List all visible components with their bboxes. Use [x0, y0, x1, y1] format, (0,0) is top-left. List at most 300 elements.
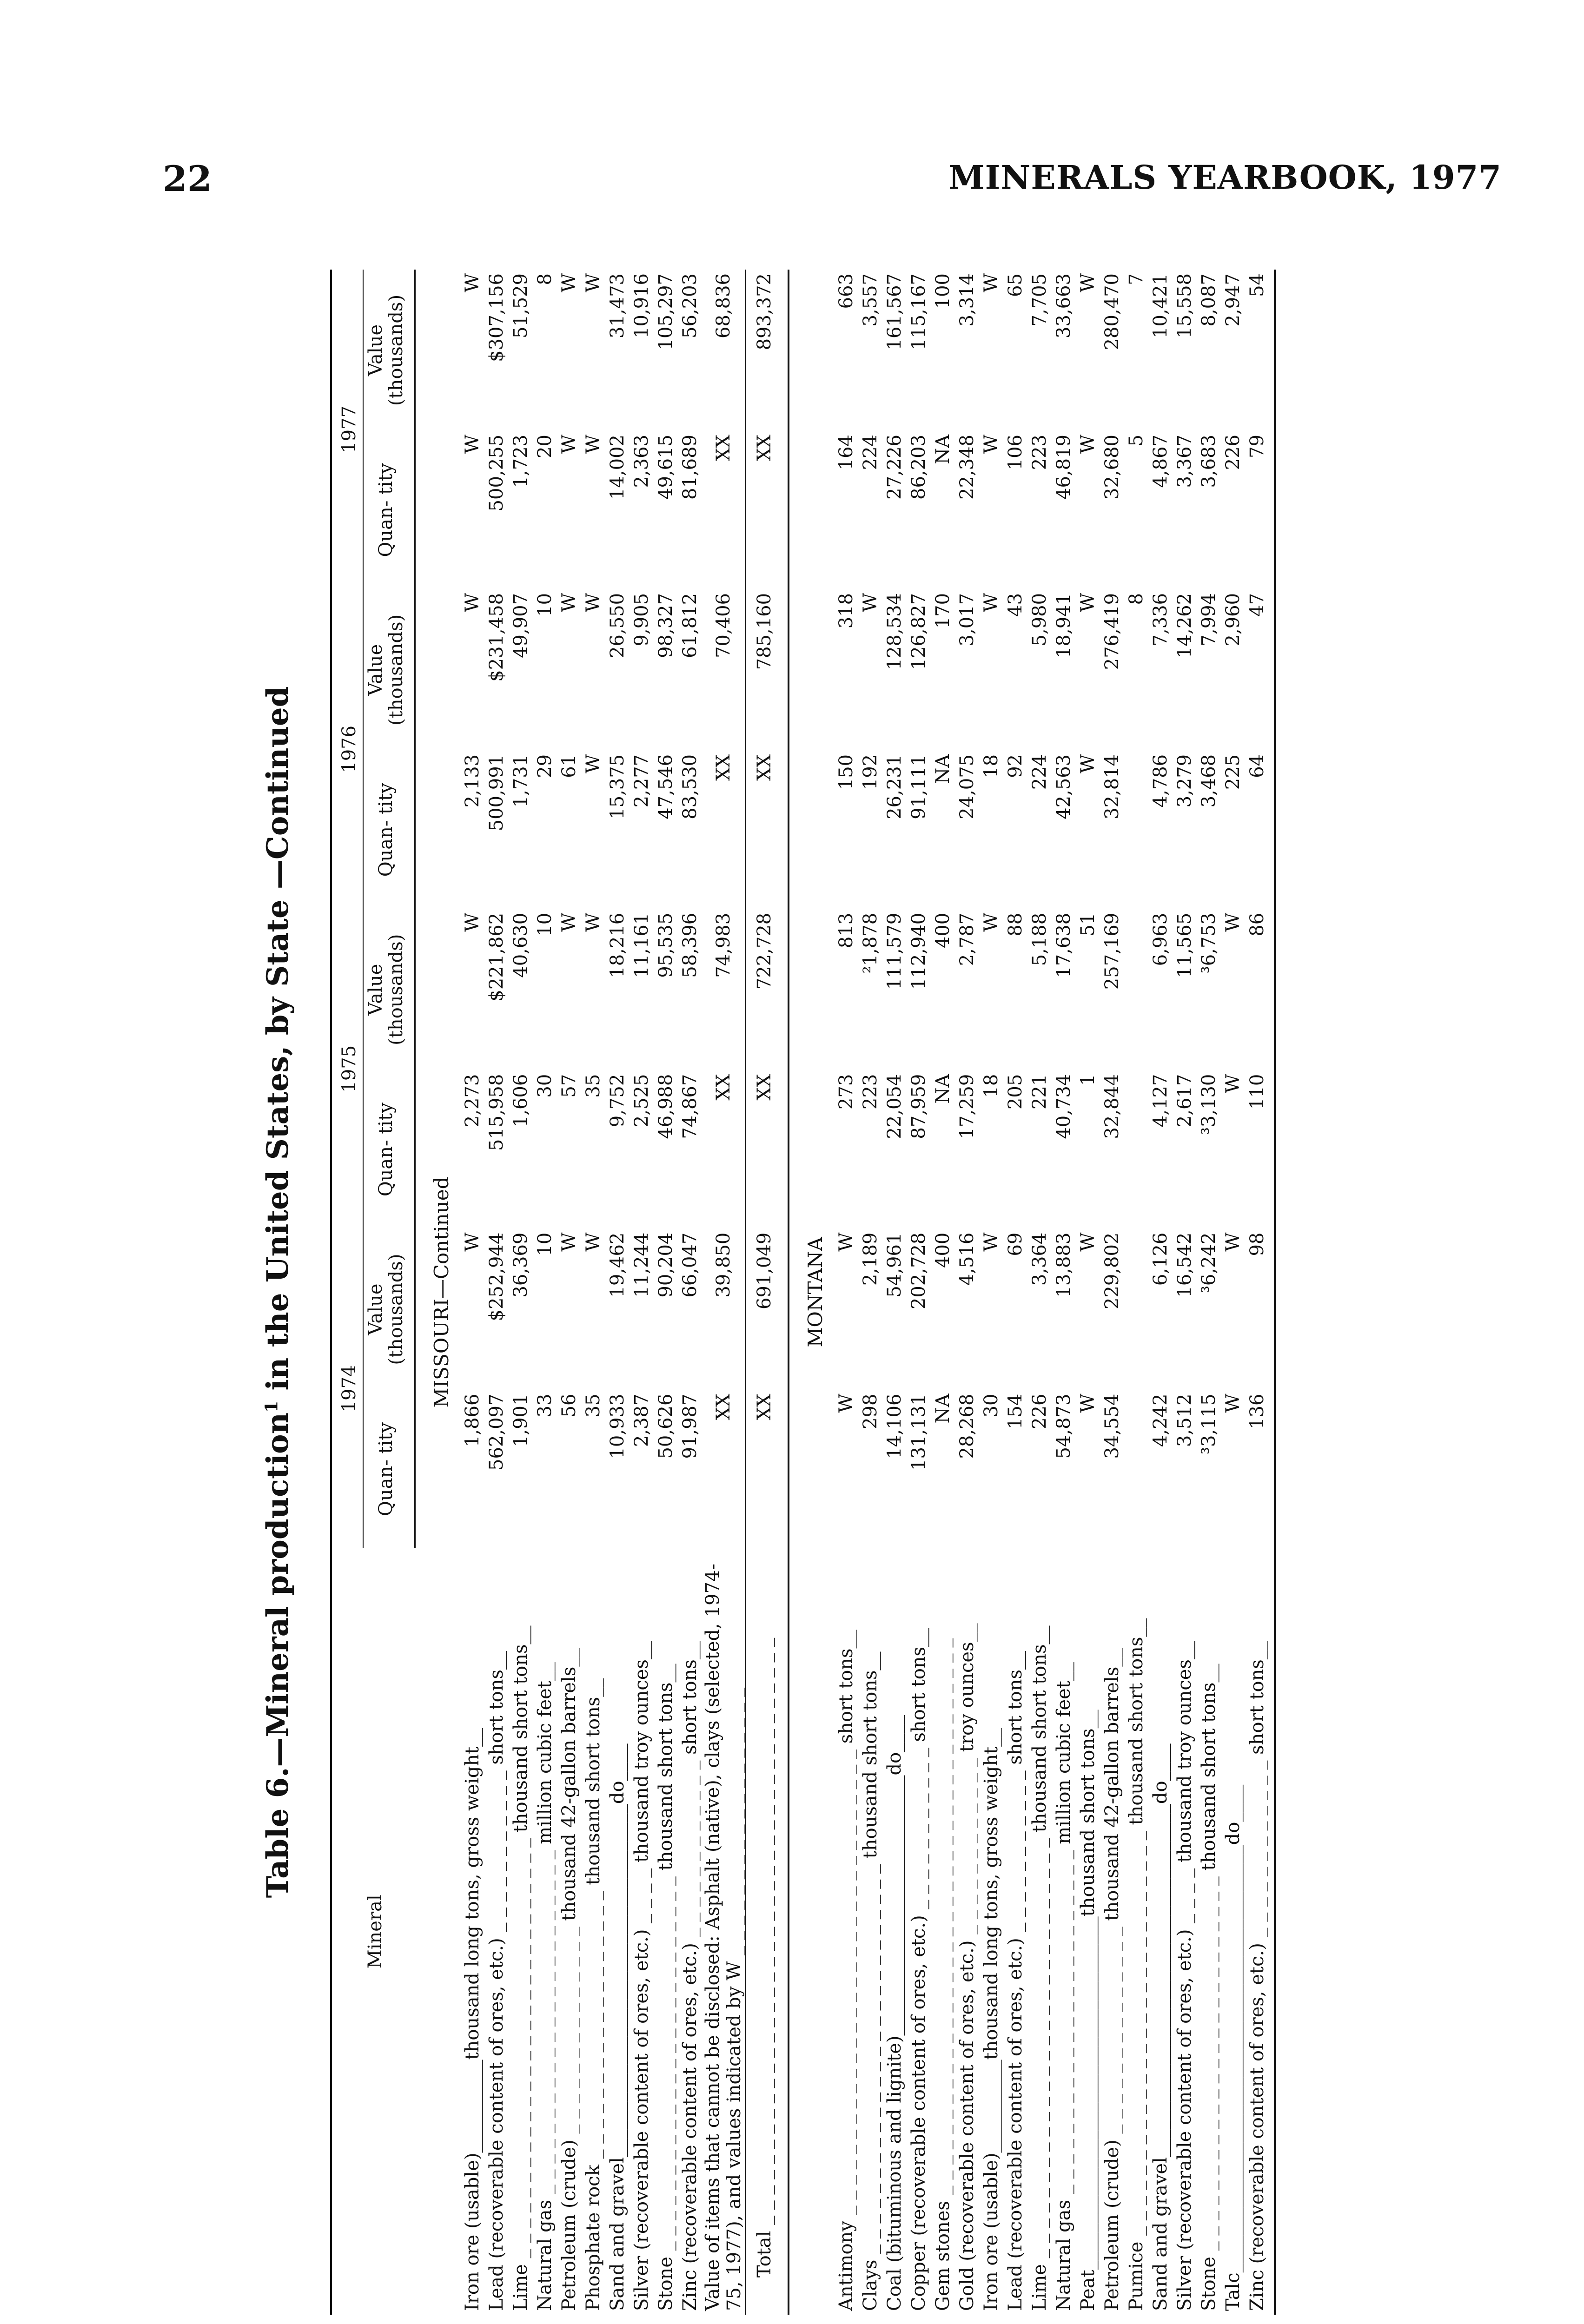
table-row — [581, 270, 605, 2315]
quantity-cell: NA — [932, 435, 954, 464]
mineral-name: Lime _ _ _ _ _ _ _ _ _ _ _ _ _ _ _ _ _ _ _ _ _ _ _ _ _ _ _ _ thousand short tons__ — [1029, 1625, 1050, 2311]
value-cell: 3,364 — [1029, 1232, 1050, 1286]
mineral-name: Lime _ _ _ _ _ _ _ _ _ _ _ _ _ _ _ _ _ _ _ _ _ _ _ _ _ _ _ _ thousand short tons__ — [510, 1625, 531, 2311]
quantity-cell: 15,375 — [607, 754, 628, 819]
value-cell: W — [558, 273, 580, 293]
quantity-cell: 22,054 — [884, 1074, 905, 1139]
table-row — [557, 270, 581, 2315]
value-cell: 10 — [534, 1232, 556, 1256]
quantity-cell: 224 — [860, 435, 881, 470]
value-cell: 105,297 — [655, 273, 676, 350]
mineral-name: Coal (bituminous and lignite)____________________________do____ — [884, 1715, 905, 2311]
value-cell: W — [860, 593, 881, 613]
value-cell: 54 — [1246, 273, 1268, 297]
mineral-name: Iron ore (usable)__________thousand long tons, gross weight__ — [981, 1728, 1002, 2311]
quantity-cell: 81,689 — [679, 435, 701, 500]
table-row — [702, 270, 745, 2315]
quantity-cell: 4,867 — [1150, 435, 1171, 488]
quantity-cell: 2,387 — [631, 1393, 652, 1447]
column-header-quantity: Quan- tity — [363, 751, 415, 909]
column-header-value: Value (thousands) — [363, 1229, 415, 1390]
total-quantity-cell: XX — [745, 1390, 783, 1549]
value-cell: W — [558, 912, 580, 932]
quantity-cell: 154 — [1005, 1393, 1026, 1429]
quantity-cell: 1,723 — [510, 435, 531, 488]
section-heading: MISSOURI—Continued — [430, 1176, 453, 1408]
value-cell: 16,542 — [1174, 1232, 1195, 1298]
column-header-quantity: Quan- tity — [363, 1390, 415, 1549]
table-row — [955, 270, 979, 2315]
mineral-name: Natural gas _ _ _ _ _ _ _ _ _ _ _ _ _ _ _ _ _ _ _ _ _ _ _ million cubic feet__ — [1053, 1662, 1074, 2311]
value-cell: $231,458 — [486, 593, 507, 682]
value-cell: 95,535 — [655, 912, 676, 978]
value-cell: 100 — [932, 273, 954, 309]
value-cell: W — [1077, 273, 1099, 293]
mineral-name: Silver (recoverable content of ores, etc.) _ _ _ _ thousand troy ounces__ — [1174, 1641, 1195, 2311]
quantity-cell: 24,075 — [956, 754, 978, 819]
quantity-cell: 500,991 — [486, 754, 507, 832]
value-cell: 170 — [932, 593, 954, 629]
value-cell: 6,963 — [1150, 912, 1171, 966]
value-cell: W — [1077, 1232, 1099, 1252]
quantity-cell: 34,554 — [1101, 1393, 1123, 1459]
quantity-cell: W — [462, 435, 483, 454]
mineral-name: Antimony _ _ _ _ _ _ _ _ _ _ _ _ _ _ _ _ _ _ _ _ _ _ _ _ _ _ _ _ _ _ _ short tons__ — [835, 1630, 857, 2311]
year-header: 1975 — [331, 909, 363, 1229]
value-cell: $221,862 — [486, 912, 507, 1002]
year-header: 1977 — [331, 270, 363, 589]
running-head: MINERALS YEARBOOK, 1977 — [948, 158, 1502, 197]
quantity-cell: 35 — [583, 1393, 604, 1418]
quantity-cell: 91,111 — [908, 754, 929, 819]
quantity-cell: 28,268 — [956, 1393, 978, 1459]
value-cell: ³6,242 — [1198, 1232, 1219, 1294]
value-cell: 5,188 — [1029, 912, 1050, 966]
quantity-cell: 42,563 — [1053, 754, 1074, 819]
quantity-cell: 79 — [1246, 435, 1268, 458]
mineral-name: Zinc (recoverable content of ores, etc.) _ _ _ _ _ _ _ _ _ _ _ _ short tons__ — [1246, 1641, 1268, 2311]
value-cell: W — [1077, 593, 1099, 613]
quantity-cell: 30 — [981, 1393, 1002, 1418]
quantity-cell: 26,231 — [884, 754, 905, 819]
value-cell: 6,126 — [1150, 1232, 1171, 1286]
quantity-cell: 32,844 — [1101, 1074, 1123, 1139]
quantity-cell: 9,752 — [607, 1074, 628, 1128]
quantity-cell: 40,734 — [1053, 1074, 1074, 1139]
quantity-cell: 49,615 — [655, 435, 676, 500]
value-cell: 39,850 — [713, 1232, 734, 1298]
quantity-cell: NA — [932, 1074, 954, 1104]
value-cell: W — [1222, 912, 1244, 932]
mineral-name: Phosphate rock _ _ _ _ _ _ _ _ _ _ _ _ _ _ _ _ _ _ thousand short tons__ — [583, 1678, 604, 2311]
quantity-cell: 14,106 — [884, 1393, 905, 1459]
value-cell: 318 — [835, 593, 857, 629]
table-row — [533, 270, 557, 2315]
quantity-cell: 192 — [860, 754, 881, 790]
value-cell: 257,169 — [1101, 912, 1123, 990]
value-cell: 56,203 — [679, 273, 701, 338]
value-cell: $252,944 — [486, 1232, 507, 1321]
quantity-cell: 2,525 — [631, 1074, 652, 1128]
value-cell: 813 — [835, 912, 857, 949]
value-cell: 7 — [1126, 273, 1147, 285]
column-header-value: Value (thousands) — [363, 589, 415, 751]
quantity-cell: 50,626 — [655, 1393, 676, 1459]
table-row — [1173, 270, 1197, 2315]
value-cell: W — [981, 593, 1002, 613]
mineral-name: Silver (recoverable content of ores, etc.) _ _ _ _ thousand troy ounces__ — [631, 1641, 652, 2311]
quantity-cell: 30 — [534, 1074, 556, 1098]
table-row — [1076, 270, 1100, 2315]
total-quantity-cell: XX — [745, 1070, 783, 1229]
value-cell: W — [558, 1232, 580, 1252]
value-cell: 229,802 — [1101, 1232, 1123, 1310]
value-cell: 115,167 — [908, 273, 929, 350]
value-cell: 276,419 — [1101, 593, 1123, 670]
quantity-cell: 5 — [1126, 435, 1147, 447]
quantity-cell: 32,680 — [1101, 435, 1123, 500]
quantity-cell: W — [835, 1393, 857, 1413]
value-cell: 74,983 — [713, 912, 734, 978]
quantity-cell: ³3,115 — [1198, 1393, 1219, 1455]
quantity-cell: W — [1077, 754, 1099, 773]
mineral-name: Gem stones _ _ _ _ _ _ _ _ _ _ _ _ _ _ _ _ _ _ _ _ _ _ _ _ _ _ _ _ _ _ _ _ _ _ _ _ _ — [932, 1638, 954, 2311]
value-cell: 17,638 — [1053, 912, 1074, 978]
total-label: Total _ _ _ _ _ _ _ _ _ _ _ _ _ _ _ _ _ _ _ _ _ _ _ _ _ _ _ _ _ _ _ _ _ _ _ _ _ _ _ — [745, 1548, 783, 2315]
value-cell: 4,516 — [956, 1232, 978, 1286]
quantity-cell: 57 — [558, 1074, 580, 1098]
table-row — [834, 270, 858, 2315]
quantity-cell: 110 — [1246, 1074, 1268, 1110]
quantity-cell — [1124, 1070, 1148, 1229]
mineral-name: Iron ore (usable)__________thousand long tons, gross weight__ — [462, 1728, 483, 2311]
value-cell: 10 — [534, 912, 556, 937]
quantity-cell: 74,867 — [679, 1074, 701, 1139]
value-cell: 66,047 — [679, 1232, 701, 1298]
value-cell: 2,189 — [860, 1232, 881, 1286]
quantity-cell: 33 — [534, 1393, 556, 1418]
quantity-cell: 3,367 — [1174, 435, 1195, 488]
mineral-name: Talc______________________________________________do____ — [1222, 1784, 1244, 2311]
quantity-cell: 223 — [1029, 435, 1050, 470]
value-cell: 11,161 — [631, 912, 652, 978]
value-cell: 128,534 — [884, 593, 905, 670]
value-cell: 112,940 — [908, 912, 929, 990]
quantity-cell: NA — [932, 754, 954, 784]
section-row — [415, 270, 460, 2315]
mineral-name: Pumice _ _ _ _ _ _ _ _ _ _ _ _ _ _ _ _ _ _ _ _ _ _ _ _ _ _ _ thousand short tons__ — [1126, 1618, 1147, 2311]
value-cell: 8,087 — [1198, 273, 1219, 327]
quantity-cell: 10,933 — [607, 1393, 628, 1459]
quantity-cell: 17,259 — [956, 1074, 978, 1139]
value-cell: W — [835, 1232, 857, 1252]
quantity-cell: 226 — [1029, 1393, 1050, 1429]
quantity-cell: 91,987 — [679, 1393, 701, 1459]
value-cell: ²1,878 — [860, 912, 881, 974]
quantity-cell: 224 — [1029, 754, 1050, 790]
quantity-cell: W — [1077, 1393, 1099, 1413]
quantity-cell: 2,617 — [1174, 1074, 1195, 1128]
value-cell: 9,905 — [631, 593, 652, 647]
value-cell: 8 — [534, 273, 556, 285]
quantity-cell: 273 — [835, 1074, 857, 1110]
quantity-cell: 1 — [1077, 1074, 1099, 1086]
column-header-value: Value (thousands) — [363, 909, 415, 1070]
quantity-cell: XX — [713, 1074, 734, 1101]
quantity-cell: XX — [713, 435, 734, 461]
value-cell: 7,336 — [1150, 593, 1171, 647]
value-cell: 10 — [534, 593, 556, 617]
page-header — [163, 158, 1502, 209]
table-row — [678, 270, 702, 2315]
value-cell: 8 — [1126, 593, 1147, 605]
mineral-name: Clays _ _ _ _ _ _ _ _ _ _ _ _ _ _ _ _ _ _ _ _ _ _ _ _ _ _ thousand short tons__ — [860, 1651, 881, 2311]
quantity-cell: 150 — [835, 754, 857, 790]
quantity-cell: 22,348 — [956, 435, 978, 500]
mineral-name: Lead (recoverable content of ores, etc.) _ _ _ _ _ _ _ _ _ _ _ short tons__ — [486, 1651, 507, 2311]
column-header-quantity: Quan- tity — [363, 1070, 415, 1229]
mineral-name: Sand and gravel______________________________________do____ — [1150, 1743, 1171, 2311]
quantity-cell: 223 — [860, 1074, 881, 1110]
value-cell: 98 — [1246, 1232, 1268, 1256]
mineral-name: Petroleum (crude) _ _ _ _ _ _ _ _ _ _ _ _ _ _ thousand 42-gallon barrels__ — [1101, 1648, 1123, 2311]
mineral-name: Peat______________________________________thousand short tons__ — [1077, 1710, 1099, 2311]
section-row — [789, 270, 834, 2315]
value-cell: 400 — [932, 1232, 954, 1268]
table-bottom-rule — [1269, 270, 1275, 2315]
value-cell: 3,314 — [956, 273, 978, 327]
value-cell: W — [981, 273, 1002, 293]
value-cell: W — [981, 1232, 1002, 1252]
quantity-cell: 32,814 — [1101, 754, 1123, 819]
mineral-name: Stone _ _ _ _ _ _ _ _ _ _ _ _ _ _ _ _ _ _ _ _ _ _ _ _ _ thousand short tons__ — [1198, 1664, 1219, 2311]
value-cell — [1124, 909, 1148, 1070]
quantity-cell: 86,203 — [908, 435, 929, 500]
value-cell: 49,907 — [510, 593, 531, 658]
quantity-cell: 27,226 — [884, 435, 905, 500]
quantity-cell: W — [1222, 1074, 1244, 1093]
value-cell: W — [583, 912, 604, 932]
value-cell: 69 — [1005, 1232, 1026, 1256]
quantity-cell: 3,683 — [1198, 435, 1219, 488]
value-cell: $307,156 — [486, 273, 507, 362]
quantity-cell: 2,277 — [631, 754, 652, 808]
value-cell: W — [558, 593, 580, 613]
value-cell: 3,557 — [860, 273, 881, 327]
value-cell: 280,470 — [1101, 273, 1123, 350]
mineral-name: Value of items that cannot be disclosed: Asphalt (native), clays (selected, 1974-75, 1977), and values indicated by W _ _ _ _ _ _ _ _ _ _ _ _ _ _ _ _ _ _ — [702, 1564, 745, 2311]
table-row — [460, 270, 484, 2315]
value-cell: 31,473 — [607, 273, 628, 338]
mineral-name: Natural gas _ _ _ _ _ _ _ _ _ _ _ _ _ _ _ _ _ _ _ _ _ _ _ million cubic feet__ — [534, 1662, 556, 2311]
value-cell: 98,327 — [655, 593, 676, 658]
quantity-cell: 56 — [558, 1393, 580, 1418]
total-value-cell: 785,160 — [745, 589, 783, 751]
mineral-name: Lead (recoverable content of ores, etc.) _ _ _ _ _ _ _ _ _ _ _ short tons__ — [1005, 1651, 1026, 2311]
quantity-cell: 1,731 — [510, 754, 531, 808]
column-header-mineral: Mineral — [331, 1548, 415, 2315]
value-cell — [1124, 1229, 1148, 1390]
value-cell: 18,216 — [607, 912, 628, 978]
production-table — [330, 270, 1276, 2315]
table-row — [1027, 270, 1052, 2315]
value-cell: W — [981, 912, 1002, 932]
value-cell: 51,529 — [510, 273, 531, 338]
quantity-cell: 29 — [534, 754, 556, 778]
value-cell: 7,705 — [1029, 273, 1050, 327]
value-cell: 58,396 — [679, 912, 701, 978]
value-cell: 68,836 — [713, 273, 734, 338]
page-number: 22 — [163, 158, 212, 199]
quantity-cell: W — [1077, 435, 1099, 454]
value-cell: 65 — [1005, 273, 1026, 297]
table-row — [858, 270, 882, 2315]
value-cell: W — [583, 273, 604, 293]
value-cell: 86 — [1246, 912, 1268, 937]
value-cell: 10,916 — [631, 273, 652, 338]
value-cell: 2,947 — [1222, 273, 1244, 327]
mineral-name: Copper (recoverable content of ores, etc.) _ _ _ _ _ _ _ _ _ _ _ short tons__ — [908, 1628, 929, 2311]
quantity-cell: 87,959 — [908, 1074, 929, 1139]
quantity-cell: W — [583, 754, 604, 773]
quantity-cell — [1124, 1390, 1148, 1549]
bottom-line — [1269, 270, 1275, 2315]
column-header-value: Value (thousands) — [363, 270, 415, 431]
value-cell: 400 — [932, 912, 954, 949]
quantity-cell: 92 — [1005, 754, 1026, 778]
table-row — [1148, 270, 1173, 2315]
value-cell: 2,787 — [956, 912, 978, 966]
value-cell: 47 — [1246, 593, 1268, 617]
value-cell: 126,827 — [908, 593, 929, 670]
value-cell: 11,244 — [631, 1232, 652, 1298]
quantity-cell: 2,273 — [462, 1074, 483, 1128]
quantity-cell: 1,866 — [462, 1393, 483, 1447]
quantity-cell: 14,002 — [607, 435, 628, 500]
quantity-cell: XX — [713, 1393, 734, 1420]
total-row — [745, 270, 783, 2315]
value-cell: 7,994 — [1198, 593, 1219, 647]
quantity-cell: 4,786 — [1150, 754, 1171, 808]
quantity-cell: 61 — [558, 754, 580, 778]
quantity-cell: 35 — [583, 1074, 604, 1098]
quantity-cell: 3,512 — [1174, 1393, 1195, 1447]
column-header-quantity: Quan- tity — [363, 431, 415, 589]
mineral-name: Petroleum (crude) _ _ _ _ _ _ _ _ _ _ _ _ _ _ thousand 42-gallon barrels__ — [558, 1648, 580, 2311]
value-cell: 18,941 — [1053, 593, 1074, 658]
quantity-cell: 3,279 — [1174, 754, 1195, 808]
value-cell: 61,812 — [679, 593, 701, 658]
value-cell: W — [1222, 1232, 1244, 1252]
table-row — [654, 270, 678, 2315]
year-header: 1974 — [331, 1229, 363, 1549]
value-cell: 51 — [1077, 912, 1099, 937]
quantity-cell: W — [981, 435, 1002, 454]
quantity-cell: NA — [932, 1393, 954, 1424]
mineral-name: Sand and gravel______________________________________do____ — [607, 1743, 628, 2311]
value-cell: 2,960 — [1222, 593, 1244, 647]
quantity-cell: ³3,130 — [1198, 1074, 1219, 1135]
quantity-cell: 46,819 — [1053, 435, 1074, 500]
quantity-cell: 500,255 — [486, 435, 507, 512]
quantity-cell: 64 — [1246, 754, 1268, 778]
quantity-cell: 20 — [534, 435, 556, 458]
table-title: Table 6.—Mineral production$^1$ in the United States, by State —Continued — [260, 686, 295, 1898]
mineral-name: Stone _ _ _ _ _ _ _ _ _ _ _ _ _ _ _ _ _ _ _ _ _ _ _ _ _ thousand short tons__ — [655, 1664, 676, 2311]
total-quantity-cell: XX — [745, 431, 783, 589]
quantity-cell: 164 — [835, 435, 857, 470]
table-row — [1124, 270, 1148, 2315]
quantity-cell: 18 — [981, 754, 1002, 778]
value-cell: 40,630 — [510, 912, 531, 978]
quantity-cell: 226 — [1222, 435, 1244, 470]
table-row — [630, 270, 654, 2315]
quantity-cell: 2,363 — [631, 435, 652, 488]
quantity-cell: 47,546 — [655, 754, 676, 819]
quantity-cell: 1,901 — [510, 1393, 531, 1447]
total-value-cell: 893,372 — [745, 270, 783, 431]
table-row — [979, 270, 1003, 2315]
quantity-cell: W — [558, 435, 580, 454]
value-cell: W — [462, 593, 483, 613]
rotated-table — [260, 270, 1376, 2315]
value-cell: 10,421 — [1150, 273, 1171, 338]
value-cell: W — [462, 1232, 483, 1252]
value-cell: 19,462 — [607, 1232, 628, 1298]
quantity-cell: 131,131 — [908, 1393, 929, 1471]
table-row — [1197, 270, 1221, 2315]
quantity-cell: 106 — [1005, 435, 1026, 470]
value-cell: 54,961 — [884, 1232, 905, 1298]
value-cell: 33,663 — [1053, 273, 1074, 338]
quantity-cell: 4,127 — [1150, 1074, 1171, 1128]
value-cell: 161,567 — [884, 273, 905, 350]
quantity-cell: 83,530 — [679, 754, 701, 819]
quantity-cell: 298 — [860, 1393, 881, 1429]
quantity-cell: 54,873 — [1053, 1393, 1074, 1459]
table-body — [415, 270, 1275, 2315]
quantity-cell: 4,242 — [1150, 1393, 1171, 1447]
table-row — [907, 270, 931, 2315]
table-row — [1003, 270, 1027, 2315]
quantity-cell: 46,988 — [655, 1074, 676, 1139]
value-cell: 43 — [1005, 593, 1026, 617]
value-cell: 111,579 — [884, 912, 905, 990]
mineral-name: Gold (recoverable content of ores, etc.) _ _ _ _ _ _ _ _ _ _ _ _ troy ounces__ — [956, 1623, 978, 2311]
quantity-cell: 2,133 — [462, 754, 483, 808]
total-quantity-cell: XX — [745, 751, 783, 909]
value-cell: W — [462, 912, 483, 932]
quantity-cell: 136 — [1246, 1393, 1268, 1429]
value-cell: 202,728 — [908, 1232, 929, 1310]
quantity-cell: 562,097 — [486, 1393, 507, 1471]
value-cell: W — [583, 593, 604, 613]
quantity-cell: 221 — [1029, 1074, 1050, 1110]
quantity-cell: 515,958 — [486, 1074, 507, 1151]
table-row — [1245, 270, 1269, 2315]
section-separator — [783, 270, 789, 2315]
value-cell: 70,406 — [713, 593, 734, 658]
table-row — [882, 270, 907, 2315]
value-cell: 26,550 — [607, 593, 628, 658]
value-cell: 13,883 — [1053, 1232, 1074, 1298]
quantity-cell: 3,468 — [1198, 754, 1219, 808]
table-row — [1221, 270, 1245, 2315]
quantity-cell: 1,606 — [510, 1074, 531, 1128]
quantity-cell — [1124, 751, 1148, 909]
table-row — [509, 270, 533, 2315]
separator-line — [783, 270, 789, 2315]
